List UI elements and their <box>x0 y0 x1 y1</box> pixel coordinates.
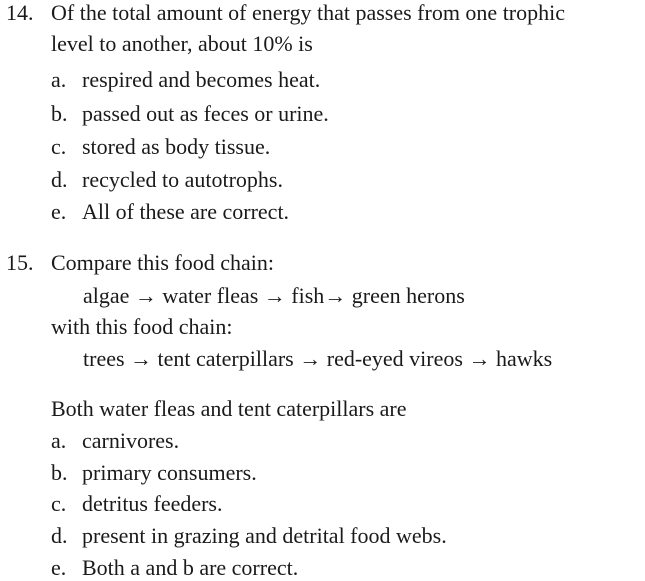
option-text: respired and becomes heat. <box>82 67 321 92</box>
question-stem-line: Both water fleas and tent caterpillars are <box>51 396 407 421</box>
option-letter: e. <box>51 555 67 580</box>
option-text: stored as body tissue. <box>82 134 271 159</box>
option-letter: a. <box>51 428 67 453</box>
option-letter: c. <box>51 491 67 516</box>
option-letter: a. <box>51 67 67 92</box>
option-letter: e. <box>51 199 67 224</box>
question-number: 14. <box>6 0 34 25</box>
food-chain-2: trees → tent caterpillars → red-eyed vireos → hawks <box>83 346 553 371</box>
question-stem-line: Of the total amount of energy that passes from one trophic <box>51 0 566 25</box>
option-letter: c. <box>51 134 67 159</box>
option-text: present in grazing and detrital food webs. <box>82 523 447 548</box>
option-letter: d. <box>51 523 68 548</box>
question-number: 15. <box>6 250 34 275</box>
option-text: primary consumers. <box>82 460 257 485</box>
question-stem-line: level to another, about 10% is <box>51 31 313 56</box>
option-letter: b. <box>51 101 68 126</box>
option-text: recycled to autotrophs. <box>82 167 283 192</box>
option-letter: d. <box>51 167 68 192</box>
food-chain-1: algae → water fleas → fish→ green herons <box>83 283 465 308</box>
option-text: detritus feeders. <box>82 491 223 516</box>
question-stem-line: Compare this food chain: <box>51 250 275 275</box>
option-text: carnivores. <box>82 428 180 453</box>
option-text: Both a and b are correct. <box>82 555 299 580</box>
option-letter: b. <box>51 460 68 485</box>
option-text: All of these are correct. <box>82 199 290 224</box>
option-text: passed out as feces or urine. <box>82 101 329 126</box>
question-stem-line: with this food chain: <box>51 314 233 339</box>
